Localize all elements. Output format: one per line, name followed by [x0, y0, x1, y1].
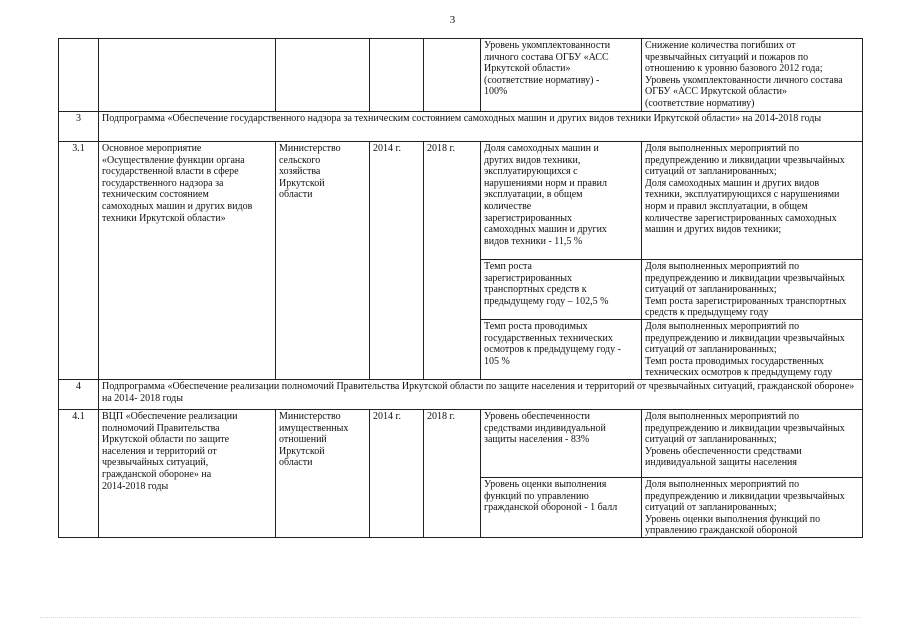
effect-cell: Доля выполненных мероприятий по предупреждению и ликвидации чрезвычайных ситуаций от запланированных; Доля самоходных машин и других видов техники, эксплуатирующихся с нарушениями норм и правил эксплуатации, в общем количестве зарегистрированных самоходных машин и других видов техники; [642, 142, 863, 260]
subprogram-title: Подпрограмма «Обеспечение реализации полномочий Правительства Иркутской области по защите населения и территорий от чрезвычайных ситуаций, гражданской обороне» на 2014- 2018 годы [99, 380, 863, 410]
start-year-cell [370, 39, 424, 112]
effect-cell: Доля выполненных мероприятий по предупреждению и ликвидации чрезвычайных ситуаций от запланированных; Темп роста зарегистрированных транспортных средств к предыдущему году [642, 260, 863, 320]
end-year-cell [424, 39, 481, 112]
measure-number: 4.1 [59, 410, 99, 538]
program-table [58, 38, 863, 538]
table-row [59, 410, 863, 478]
subprogram-number: 4 [59, 380, 99, 410]
effect-cell: Доля выполненных мероприятий по предупреждению и ликвидации чрезвычайных ситуаций от запланированных; Уровень оценки выполнения функций по управлению гражданской обороной [642, 478, 863, 538]
table-row [59, 39, 863, 112]
measure-executor: Министерство имущественных отношений Иркутской области [276, 410, 370, 538]
indicator-cell: Темп роста проводимых государственных технических осмотров к предыдущему году - 105 % [481, 320, 642, 380]
measure-name: ВЦП «Обеспечение реализации полномочий Правительства Иркутской области по защите населения и территорий от чрезвычайных ситуаций, гражданской обороне» на 2014-2018 годы [99, 410, 276, 538]
executor-cell [276, 39, 370, 112]
measure-executor: Министерство сельского хозяйства Иркутской области [276, 142, 370, 380]
num-cell [59, 39, 99, 112]
table-row [59, 142, 863, 260]
effect-cell: Доля выполненных мероприятий по предупреждению и ликвидации чрезвычайных ситуаций от запланированных; Уровень обеспеченности средствами индивидуальной защиты населения [642, 410, 863, 478]
page-number: 3 [449, 14, 456, 26]
subprogram-row [59, 112, 863, 142]
indicator-cell: Уровень обеспеченности средствами индивидуальной защиты населения - 83% [481, 410, 642, 478]
measure-end-year: 2018 г. [424, 142, 481, 380]
measure-end-year: 2018 г. [424, 410, 481, 538]
scan-noise-divider [40, 617, 860, 622]
indicator-cell: Темп роста зарегистрированных транспортных средств к предыдущему году – 102,5 % [481, 260, 642, 320]
indicator-cell: Доля самоходных машин и других видов техники, эксплуатирующихся с нарушениями норм и правил эксплуатации, в общем количестве зарегистрированных самоходных машин и других видов техники - 11,5 % [481, 142, 642, 260]
measure-name-cell [99, 39, 276, 112]
indicator-cell: Уровень укомплектованности личного состава ОГБУ «АСС Иркутской области» (соответствие нормативу) - 100% [481, 39, 642, 112]
subprogram-row [59, 380, 863, 410]
effect-cell: Доля выполненных мероприятий по предупреждению и ликвидации чрезвычайных ситуаций от запланированных; Темп роста проводимых государственных технических осмотров к предыдущему году [642, 320, 863, 380]
subprogram-number: 3 [59, 112, 99, 142]
indicator-cell: Уровень оценки выполнения функций по управлению гражданской обороной - 1 балл [481, 478, 642, 538]
subprogram-title: Подпрограмма «Обеспечение государственного надзора за техническим состоянием самоходных машин и других видов техники Иркутской области» на 2014-2018 годы [99, 112, 863, 142]
measure-name: Основное мероприятие «Осуществление функции органа государственной власти в сфере государственного надзора за техническим состоянием самоходных машин и других видов техники Иркутской области» [99, 142, 276, 380]
measure-start-year: 2014 г. [370, 142, 424, 380]
effect-cell: Снижение количества погибших от чрезвычайных ситуаций и пожаров по отношению к уровню базового 2012 года; Уровень укомплектованности личного состава ОГБУ «АСС Иркутской области» (соответствие нормативу) [642, 39, 863, 112]
measure-number: 3.1 [59, 142, 99, 380]
measure-start-year: 2014 г. [370, 410, 424, 538]
